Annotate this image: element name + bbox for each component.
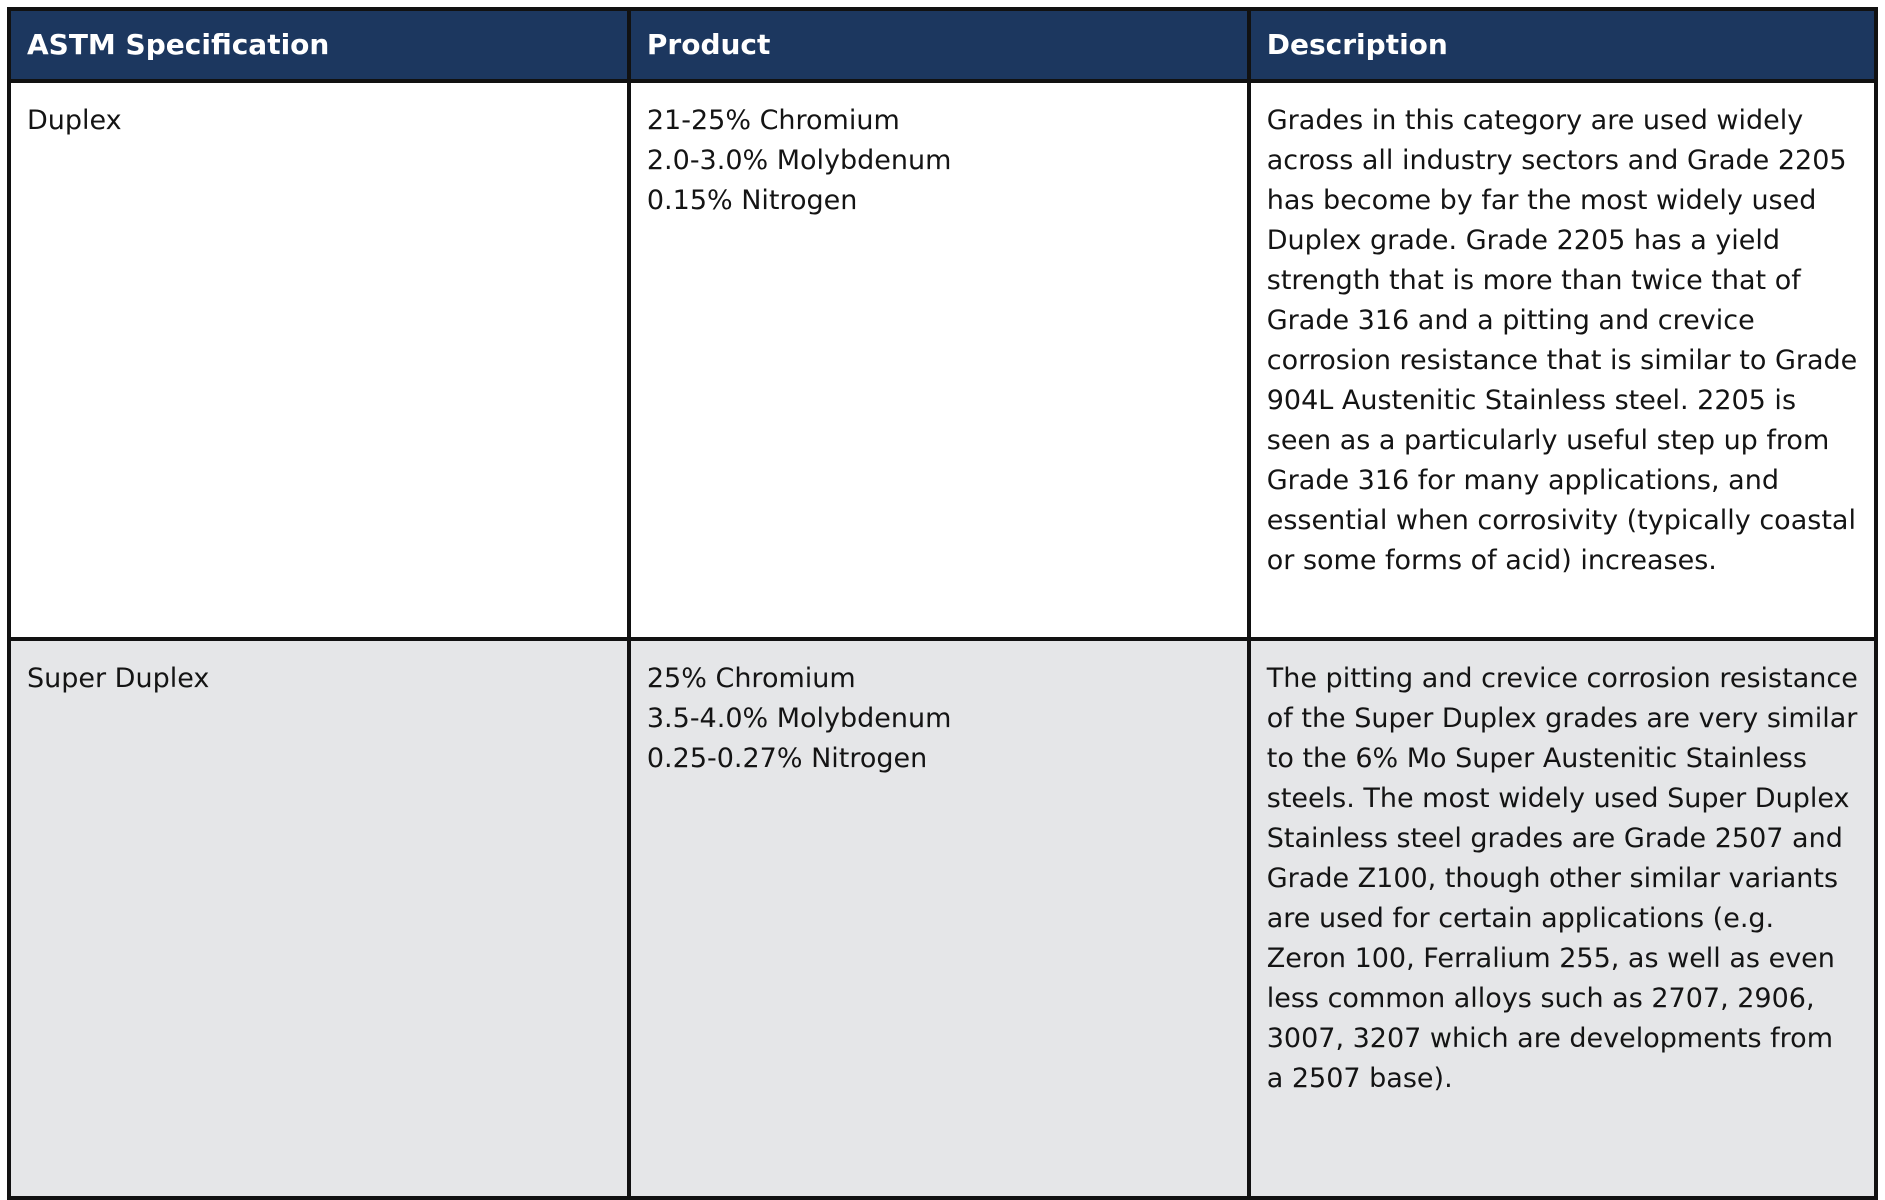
spec-cell: Super Duplex [9,639,629,1198]
description-cell [1249,81,1876,639]
product-line-molybdenum: 3.5-4.0% Molybdenum [646,703,952,734]
column-header-product: Product [629,9,1249,81]
product-line-nitrogen: 0.15% Nitrogen [646,185,858,216]
product-line-molybdenum: 2.0-3.0% Molybdenum [646,145,952,176]
description-cell [1249,639,1876,1198]
column-header-description: Description [1249,9,1876,81]
product-line-chromium: 25% Chromium [646,663,856,694]
description-text: Grades in this category are used widely across all industry sectors and Grade 2205 has become by far the most widely used Duplex grade. Grade 2205 has a yield strength that is more than twice that of Grade 316 and a pitting and crevice corrosion resistance that is similar to Grade 904L Austenitic Stainless steel. 2205 is seen as a particularly useful step up from Grade 316 for many applications, and essential when corrosivity (typically coastal or some forms of acid) increases. [1266,105,1858,576]
description-text: The pitting and crevice corrosion resistance of the Super Duplex grades are very similar to the 6% Mo Super Austenitic Stainless steels. The most widely used Super Duplex Stainless steel grades are Grade 2507 and Grade Z100, though other similar variants are used for certain applications (e.g. Zeron 100, Ferralium 255, as well as even less common alloys such as 2707, 2906, 3007, 3207 which are developments from a 2507 base). [1266,663,1858,1094]
product-cell [629,639,1249,1198]
table-row-duplex [9,81,1876,639]
product-line-nitrogen: 0.25-0.27% Nitrogen [646,743,928,774]
header-row [9,9,1876,81]
table-row-super-duplex [9,639,1876,1198]
table-header [9,9,1876,81]
column-header-astm-specification: ASTM Specification [9,9,629,81]
table-body [9,81,1876,1198]
specification-table [7,7,1878,1200]
product-cell [629,81,1249,639]
product-line-chromium: 21-25% Chromium [646,105,900,136]
spec-cell: Duplex [9,81,629,639]
